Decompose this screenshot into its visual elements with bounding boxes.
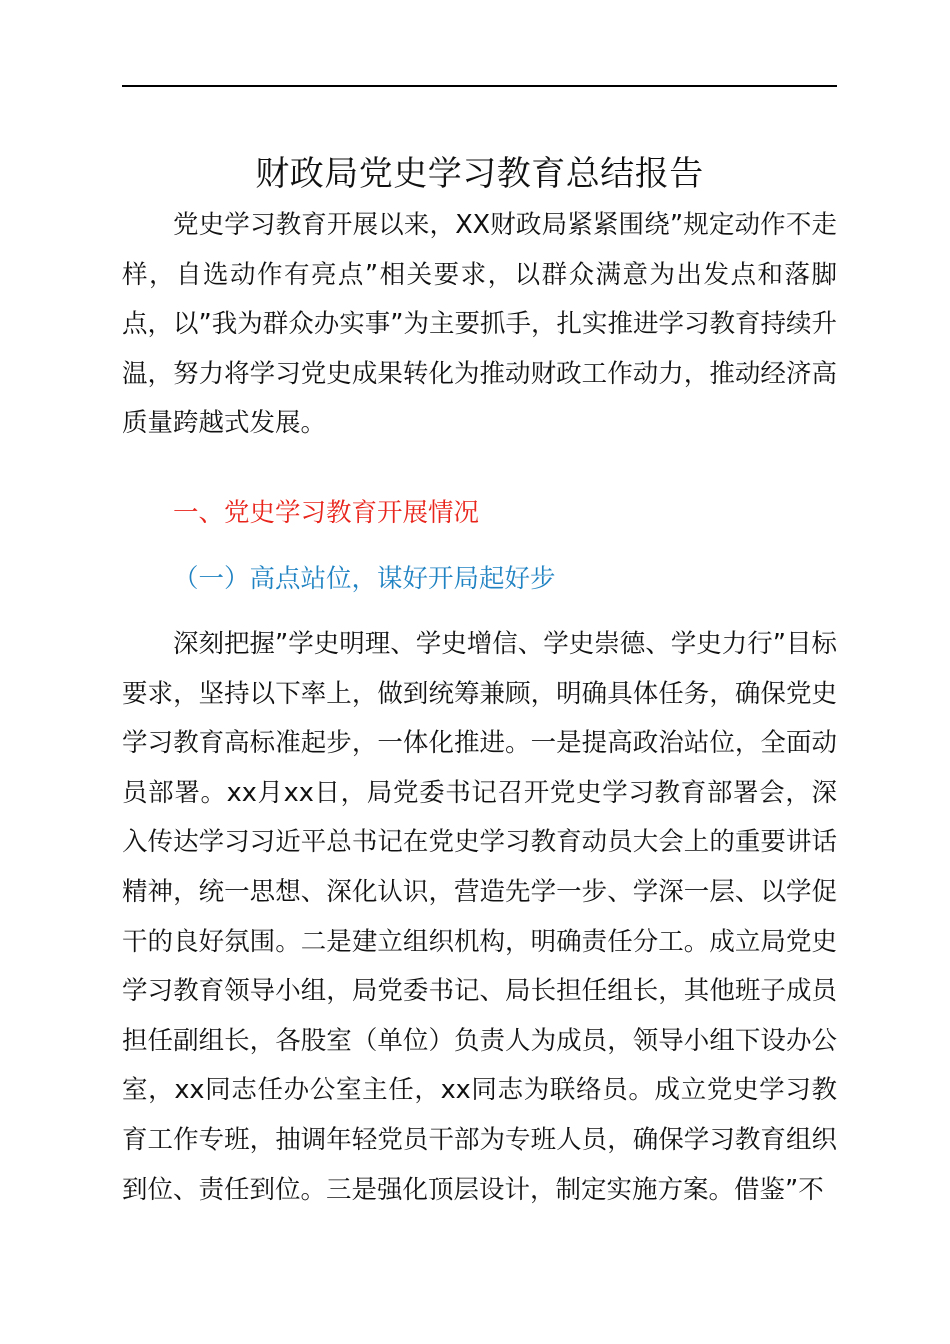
subsection-heading: （一）高点站位，谋好开局起好步 [173, 564, 556, 594]
section-heading: 一、党史学习教育开展情况 [173, 498, 480, 528]
header-rule [122, 85, 837, 87]
body-paragraph: 深刻把握”学史明理、学史增信、学史崇德、学史力行”目标要求，坚持以下率上，做到统筹兼顾，明确具体任务，确保党史学习教育高标准起步，一体化推进。一是提高政治站位，全面动员部署。xx月xx日，局党委书记召开党史学习教育部署会，深入传达学习习近平总书记在党史学习教育动员大会上的重要讲话精神，统一思想、深化认识，营造先学一步、学深一层、以学促干的良好氛围。二是建立组织机构，明确责任分工。成立局党史学习教育领导小组，局党委书记、局长担任组长，其他班子成员担任副组长，各股室（单位）负责人为成员，领导小组下设办公室，xx同志任办公室主任，xx同志为联络员。成立党史学习教育工作专班，抽调年轻党员干部为专班人员，确保学习教育组织到位、责任到位。三是强化顶层设计，制定实施方案。借鉴”不 [122, 629, 837, 1205]
document-title: 财政局党史学习教育总结报告 [255, 154, 704, 194]
intro-paragraph: 党史学习教育开展以来，XX财政局紧紧围绕”规定动作不走样，自选动作有亮点”相关要求，以群众满意为出发点和落脚点，以”我为群众办实事”为主要抓手，扎实推进学习教育持续升温，努力将学习党史成果转化为推动财政工作动力，推动经济高质量跨越式发展。 [122, 210, 837, 439]
